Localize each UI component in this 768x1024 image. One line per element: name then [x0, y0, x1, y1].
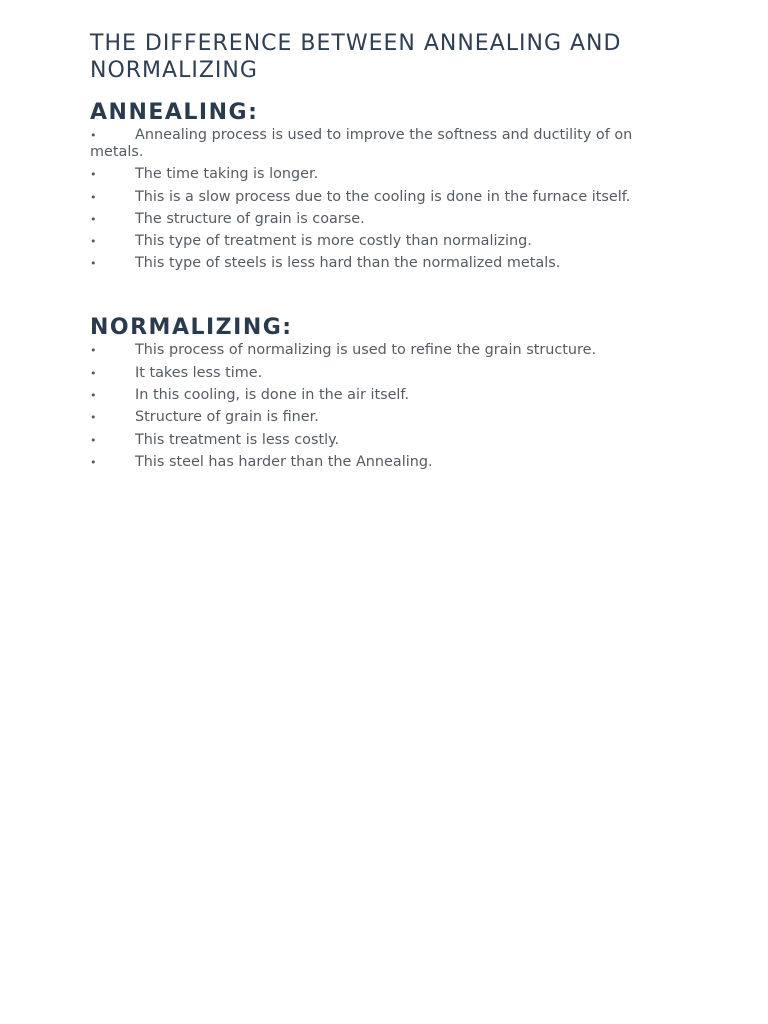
annealing-list — [90, 127, 690, 272]
annealing-heading: ANNEALING: — [90, 100, 259, 125]
list-item-text: This type of steels is less hard than the normalized metals. — [135, 255, 561, 272]
list-item-text: Structure of grain is finer. — [135, 409, 319, 426]
bullet-icon: • — [90, 129, 97, 142]
list-item-text: It takes less time. — [135, 364, 263, 381]
bullet-icon: • — [90, 455, 97, 469]
list-item-text: This process of normalizing is used to refine the grain structure. — [135, 342, 597, 359]
list-item — [90, 233, 690, 250]
list-item — [90, 211, 690, 228]
bullet-icon: • — [90, 235, 97, 249]
document-title: THE DIFFERENCE BETWEEN ANNEALING AND NORMALIZING — [90, 31, 622, 83]
list-item — [90, 409, 690, 426]
list-item-text: This is a slow process due to the cooling is done in the furnace itself. — [135, 188, 631, 205]
list-item — [90, 166, 690, 183]
list-item-text: This treatment is less costly. — [135, 431, 340, 448]
bullet-icon: • — [90, 366, 97, 380]
bullet-icon: • — [90, 212, 97, 226]
list-item — [90, 365, 690, 382]
list-item — [90, 454, 690, 471]
bullet-icon: • — [90, 411, 97, 425]
list-item-text: This steel has harder than the Annealing. — [135, 453, 433, 470]
list-item — [90, 432, 690, 449]
list-item-text: In this cooling, is done in the air itself. — [135, 387, 410, 404]
normalizing-heading: NORMALIZING: — [90, 315, 293, 341]
bullet-icon: • — [90, 257, 97, 271]
list-item — [90, 189, 690, 206]
bullet-icon: • — [90, 168, 97, 182]
bullet-icon: • — [90, 190, 97, 204]
bullet-icon: • — [90, 389, 97, 403]
list-item-text: This type of treatment is more costly than normalizing. — [135, 233, 532, 250]
list-item-text: Annealing process is used to improve the softness and ductility of on metals. — [90, 127, 633, 160]
list-item — [90, 342, 690, 359]
list-item-text: The structure of grain is coarse. — [135, 210, 365, 227]
document-page — [90, 30, 690, 476]
list-item — [90, 127, 690, 161]
list-item-text: The time taking is longer. — [135, 166, 319, 183]
bullet-icon: • — [90, 433, 97, 447]
bullet-icon: • — [90, 344, 97, 358]
list-item — [90, 255, 690, 272]
normalizing-list — [90, 342, 690, 470]
list-item — [90, 387, 690, 404]
